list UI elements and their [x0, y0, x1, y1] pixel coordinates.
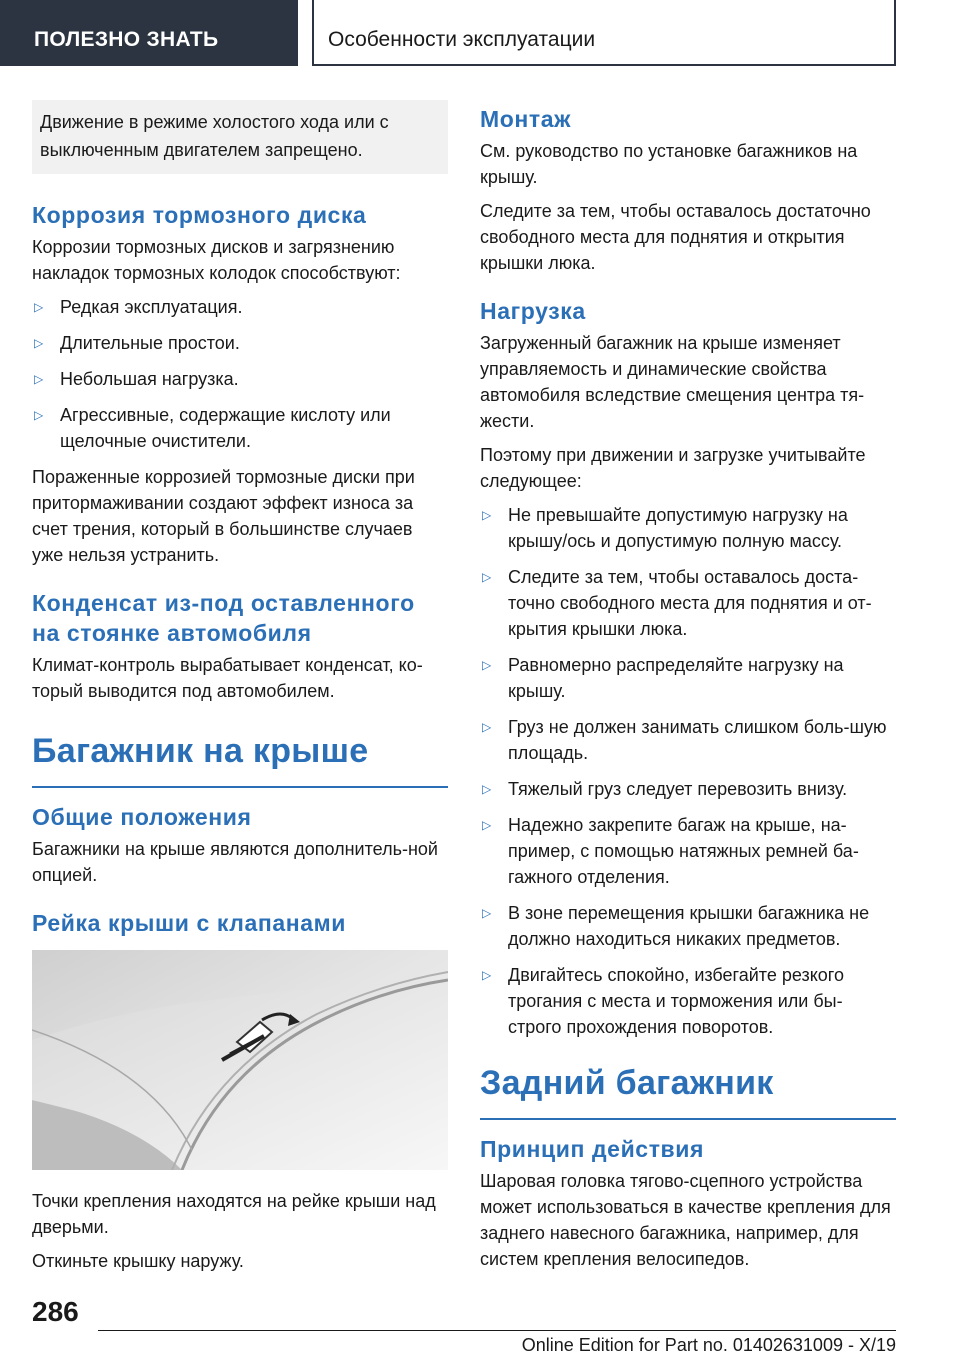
- roof-rack-heading: Багажник на крыше: [32, 730, 448, 788]
- rail-caption-2: Откиньте крышку наружу.: [32, 1251, 244, 1271]
- trunk-heading: Задний багажник: [480, 1062, 896, 1120]
- list-item: ▷ Редкая эксплуатация.: [32, 294, 448, 320]
- page-number: 286: [32, 1296, 79, 1327]
- page-header: [0, 0, 960, 66]
- triangle-bullet-icon: ▷: [482, 720, 492, 734]
- warning-note: Движение в режиме холостого хода или с выключенным двигателем запрещено.: [32, 100, 448, 174]
- condensate-heading: Конденсат из-под оставленного на стоянке автомобиля: [32, 590, 415, 646]
- triangle-bullet-icon: ▷: [482, 570, 492, 584]
- triangle-bullet-icon: ▷: [482, 906, 492, 920]
- corrosion-outro: Пораженные коррозией тормозные диски при притормаживании создают эффект износа за счет трения, который в большинстве случаев уже нельзя устранить.: [32, 467, 415, 565]
- roof-rail-illustration: [32, 950, 448, 1170]
- list-item: ▷ Длительные простои.: [32, 330, 448, 356]
- chapter-title: Особенности эксплуатации: [312, 0, 896, 66]
- rail-heading: Рейка крыши с клапанами: [32, 910, 346, 936]
- triangle-bullet-icon: ▷: [482, 658, 492, 672]
- principle-text: Шаровая головка тягово-сцепного устройства может использоваться в качестве крепления для заднего навесного багажника, например, для систем крепления велосипедов.: [480, 1171, 891, 1269]
- roof-rail-photo: [32, 950, 448, 1170]
- triangle-bullet-icon: ▷: [34, 408, 44, 422]
- edition-footer: Online Edition for Part no. 01402631009 - X/19: [521, 1335, 896, 1355]
- list-item: ▷ Следите за тем, чтобы оставалось доста-точно свободного места для поднятия и от-крытия крышки люка.: [480, 564, 896, 642]
- list-item: ▷ Равномерно распределяйте нагрузку на крышу.: [480, 652, 896, 704]
- left-column: [32, 100, 448, 1282]
- mount-heading: Монтаж: [480, 106, 572, 132]
- rail-caption-1: Точки крепления находятся на рейке крыши над дверьми.: [32, 1191, 436, 1237]
- list-item: ▷ Надежно закрепите багаж на крыше, на-пример, с помощью натяжных ремней ба-гажного отделения.: [480, 812, 896, 890]
- triangle-bullet-icon: ▷: [482, 508, 492, 522]
- mount-text-1: См. руководство по установке багажников на крышу.: [480, 141, 858, 187]
- triangle-bullet-icon: ▷: [34, 372, 44, 386]
- list-item: ▷ Не превышайте допустимую нагрузку на крышу/ось и допустимую полную массу.: [480, 502, 896, 554]
- footer-divider: [98, 1330, 896, 1331]
- load-heading: Нагрузка: [480, 298, 586, 324]
- list-item: ▷ Двигайтесь спокойно, избегайте резкого трогания с места и торможения или бы-строго прохождения поворотов.: [480, 962, 896, 1040]
- triangle-bullet-icon: ▷: [34, 336, 44, 350]
- list-item: ▷ В зоне перемещения крышки багажника не должно находиться никаких предметов.: [480, 900, 896, 952]
- principle-heading: Принцип действия: [480, 1136, 705, 1162]
- list-item: ▷ Груз не должен занимать слишком боль-шую площадь.: [480, 714, 896, 766]
- load-list: [480, 502, 896, 1040]
- general-heading: Общие положения: [32, 804, 252, 830]
- corrosion-intro: Коррозии тормозных дисков и загрязнению накладок тормозных колодок способствуют:: [32, 237, 401, 283]
- mount-text-2: Следите за тем, чтобы оставалось достаточно свободного места для поднятия и открытия крышки люка.: [480, 201, 871, 273]
- condensate-text: Климат-контроль вырабатывает конденсат, ко-торый выводится под автомобилем.: [32, 655, 423, 701]
- list-item: ▷ Небольшая нагрузка.: [32, 366, 448, 392]
- general-text: Багажники на крыше являются дополнитель-ной опцией.: [32, 839, 438, 885]
- list-item: ▷ Тяжелый груз следует перевозить внизу.: [480, 776, 896, 802]
- triangle-bullet-icon: ▷: [482, 968, 492, 982]
- section-tab: ПОЛЕЗНО ЗНАТЬ: [0, 0, 298, 66]
- list-item: ▷ Агрессивные, содержащие кислоту или щелочные очистители.: [32, 402, 448, 454]
- triangle-bullet-icon: ▷: [482, 818, 492, 832]
- load-text-1: Загруженный багажник на крыше изменяет управляемость и динамические свойства автомобиля вследствие смещения центра тя-жести.: [480, 333, 865, 431]
- corrosion-heading: Коррозия тормозного диска: [32, 202, 367, 228]
- right-column: [480, 100, 896, 1280]
- load-text-2: Поэтому при движении и загрузке учитывайте следующее:: [480, 445, 866, 491]
- triangle-bullet-icon: ▷: [482, 782, 492, 796]
- corrosion-list: [32, 294, 448, 454]
- triangle-bullet-icon: ▷: [34, 300, 44, 314]
